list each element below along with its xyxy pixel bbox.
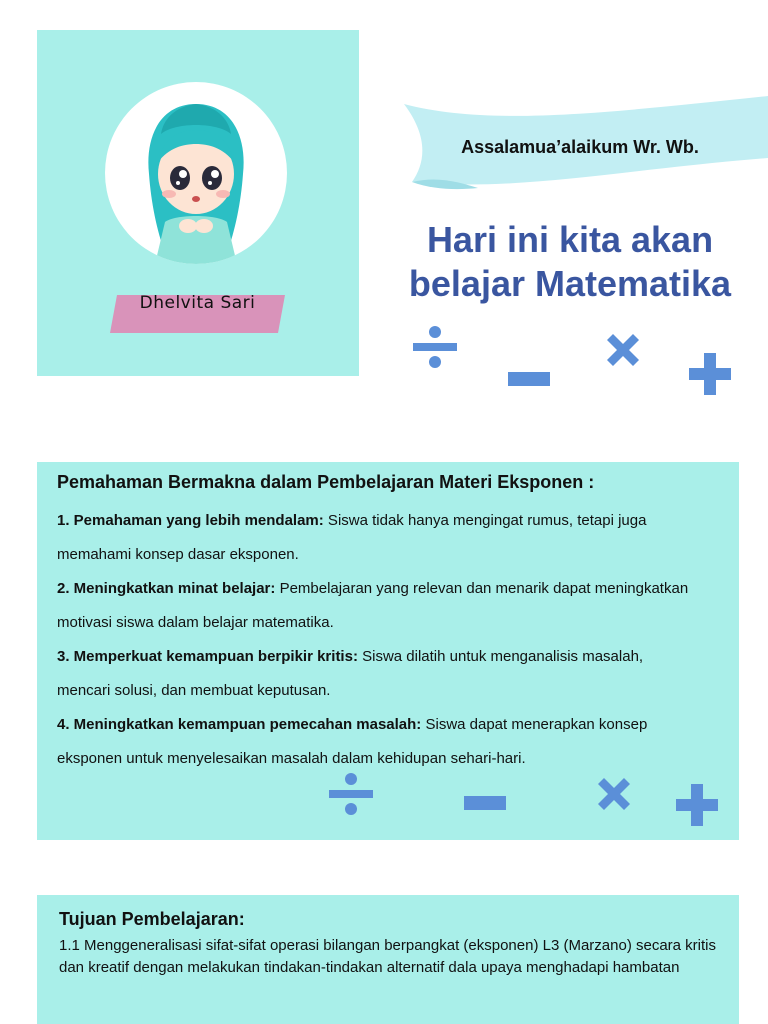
divide-icon — [329, 772, 373, 816]
minus-icon — [464, 796, 506, 810]
point-label: 4. Meningkatkan kemampuan pemecahan masalah: — [57, 716, 422, 733]
understanding-card — [37, 462, 739, 840]
list-item — [57, 504, 697, 572]
point-label: 1. Pemahaman yang lebih mendalam: — [57, 512, 324, 529]
point-text: Siswa tidak hanya mengingat rumus, tetapi juga memahami konsep dasar eksponen. — [57, 512, 647, 563]
profile-name: Dhelvita Sari — [139, 293, 256, 313]
list-item — [57, 708, 697, 776]
multiply-icon — [594, 774, 634, 814]
minus-icon — [508, 372, 550, 386]
headline-line-2: belajar Matematika — [408, 263, 732, 304]
list-item — [57, 572, 697, 640]
point-label: 3. Memperkuat kemampuan berpikir kritis: — [57, 648, 358, 665]
headline — [380, 218, 760, 306]
greeting-text: Assalamua’alaikum Wr. Wb. — [461, 137, 699, 157]
multiply-icon — [603, 330, 643, 370]
profile-card — [37, 30, 359, 376]
understanding-title: Pemahaman Bermakna dalam Pembelajaran Materi Eksponen : — [57, 472, 595, 492]
plus-icon — [689, 353, 731, 395]
hijab-girl-icon — [105, 82, 287, 264]
point-label: 2. Meningkatkan minat belajar: — [57, 580, 276, 597]
point-text: Pembelajaran yang relevan dan menarik dapat meningkatkan motivasi siswa dalam belajar matematika. — [57, 580, 689, 631]
avatar — [105, 82, 287, 264]
list-item — [57, 640, 697, 708]
goals-card — [37, 895, 739, 1024]
point-text: Siswa dilatih untuk menganalisis masalah, mencari solusi, dan membuat keputusan. — [57, 648, 644, 699]
goals-text: 1.1 Menggeneralisasi sifat-sifat operasi bilangan berpangkat (eksponen) L3 (Marzano) secara kritis dan kreatif dengan melakukan tindakan-tindakan alternatif dala upaya menghadapi hambatan — [59, 937, 717, 976]
divide-icon — [413, 325, 457, 369]
headline-line-1: Hari ini kita akan — [426, 219, 714, 260]
plus-icon — [676, 784, 718, 826]
points-list — [57, 504, 697, 776]
goals-title: Tujuan Pembelajaran: — [59, 909, 245, 929]
point-text: Siswa dapat menerapkan konsep eksponen untuk menyelesaikan masalah dalam kehidupan sehari-hari. — [57, 716, 648, 767]
